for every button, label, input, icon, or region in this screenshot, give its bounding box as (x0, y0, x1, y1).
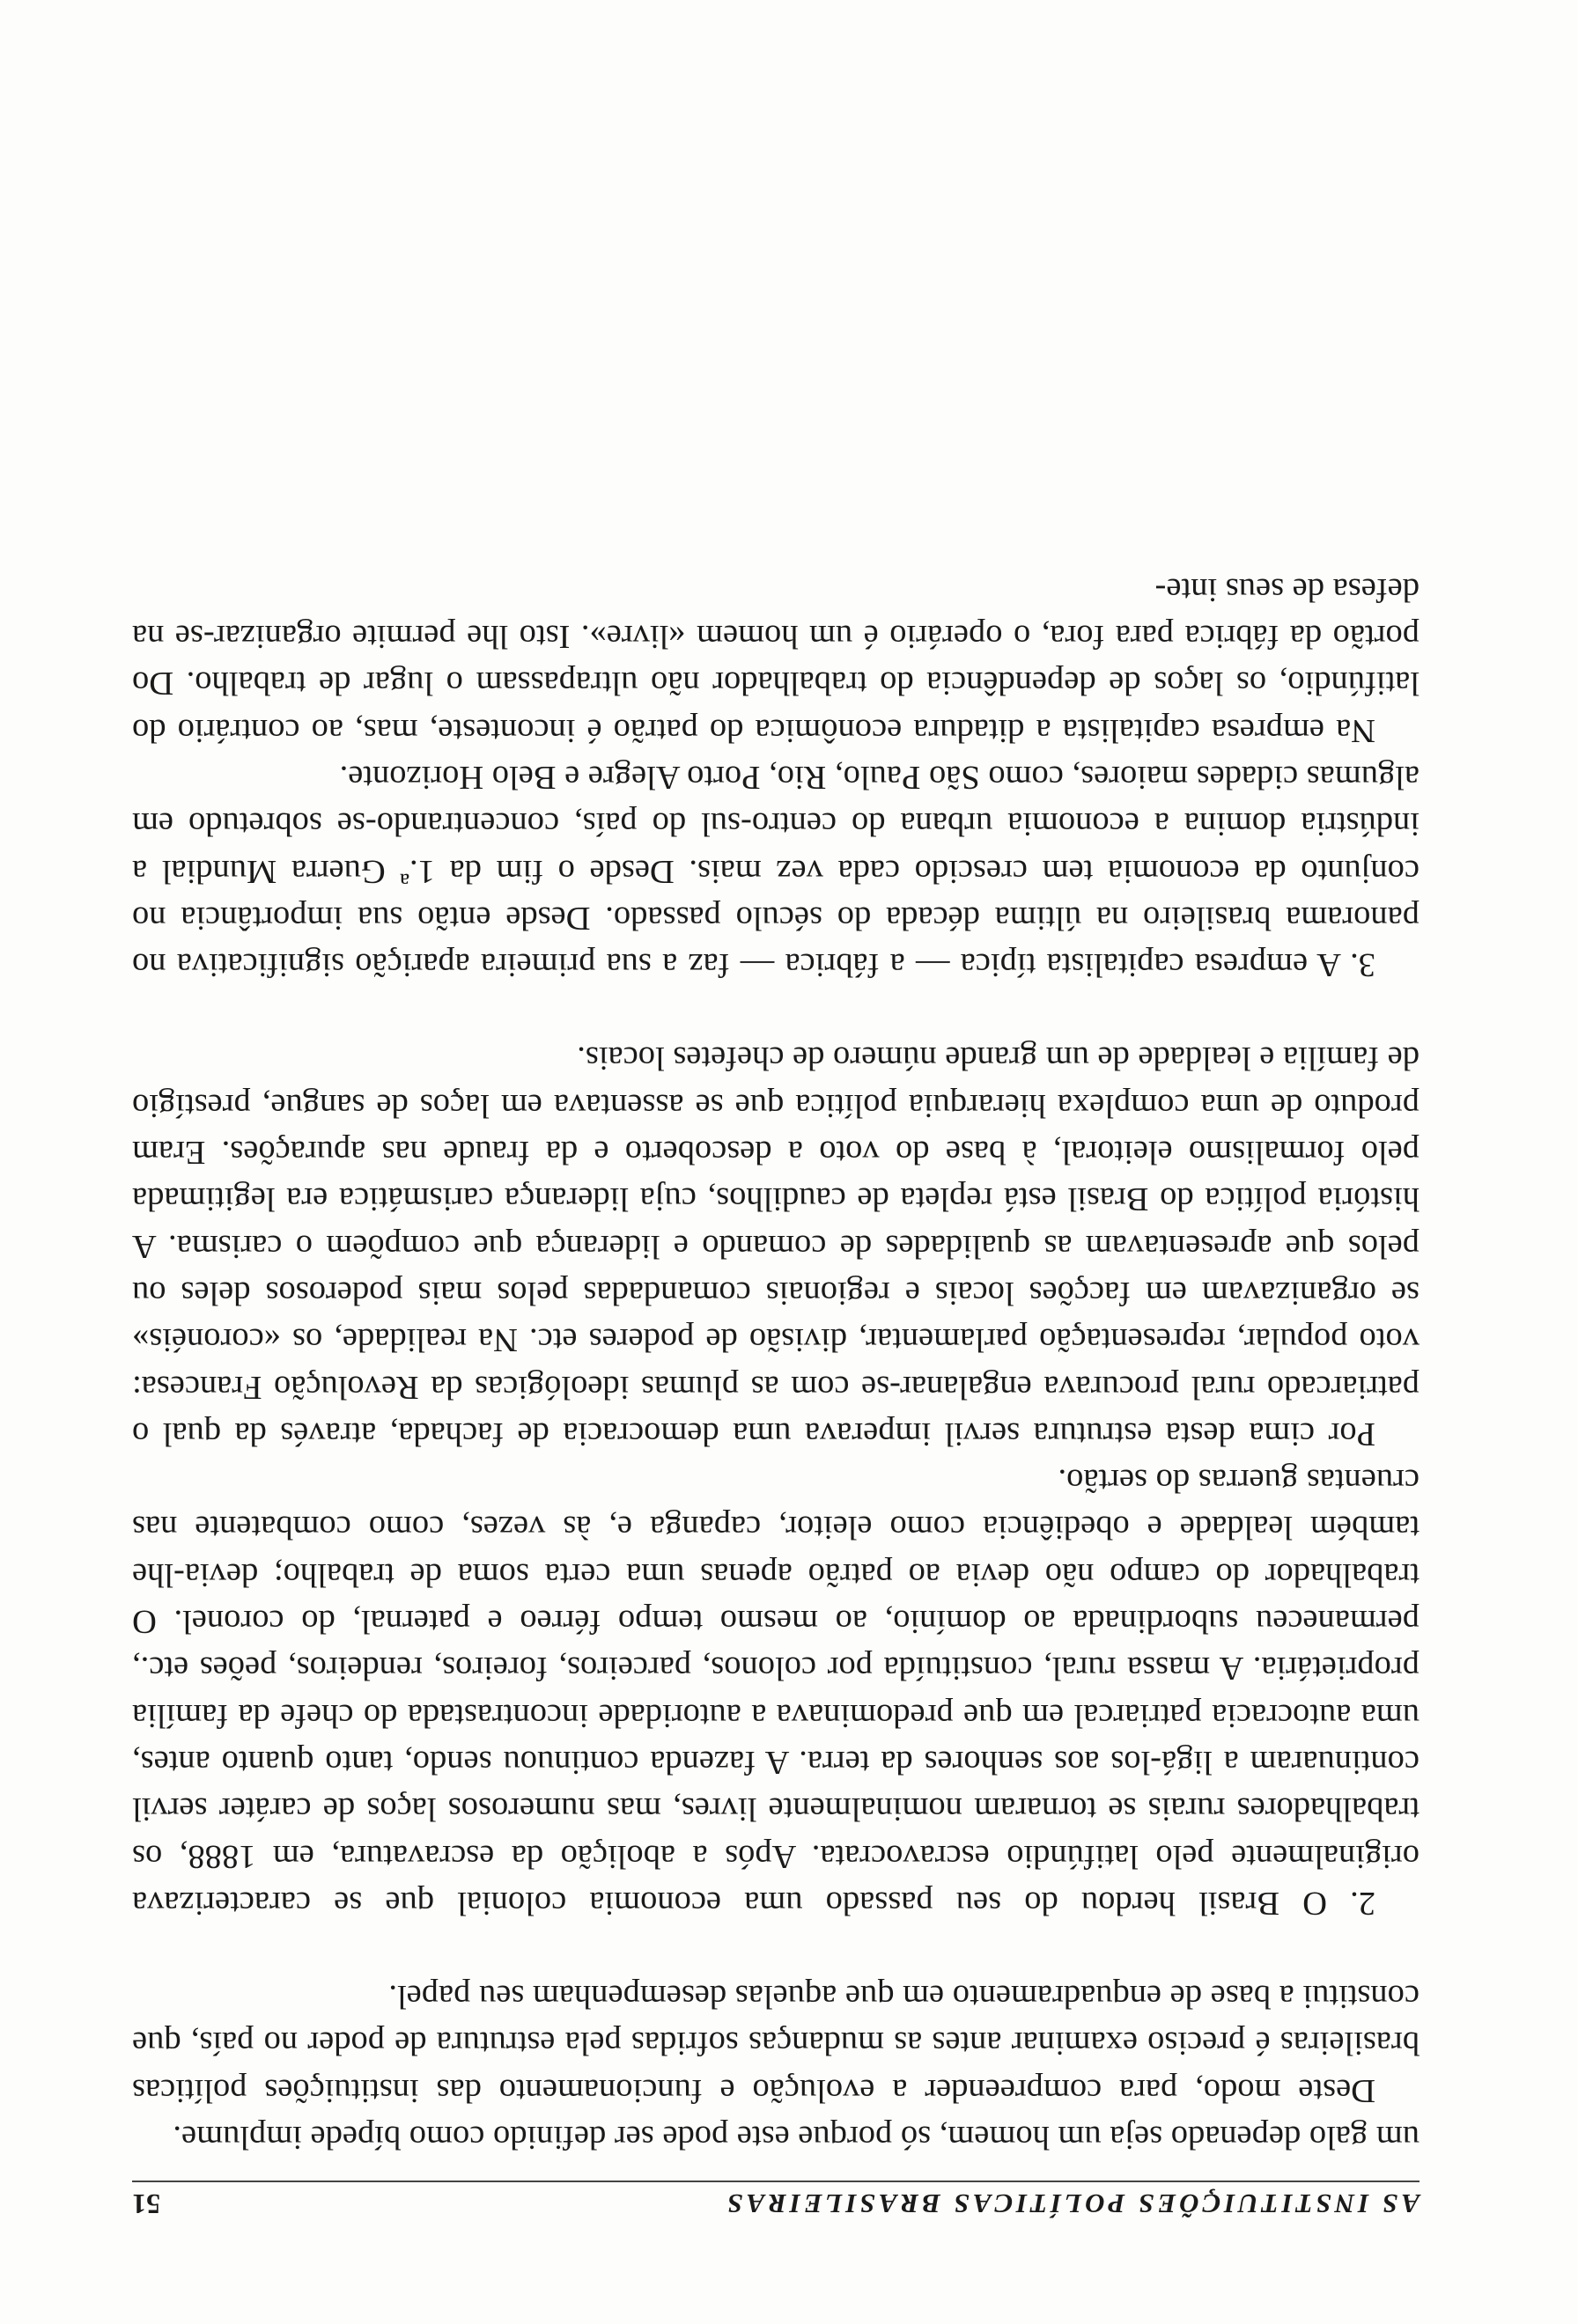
paragraph-por-cima: Por cima desta estrutura servil imperava uma democracia de fachada, através da qual o patriarcado rural procurava engalanar-se com as plumas ideológicas da Revolução Francesa: voto popular, representação parlamentar, divisão de poderes etc. Na realidade, os «coronéis» se organizavam em facções locais e regionais comandadas pelos mais poderosos deles ou pelos que apresentavam as qualidades de comando e liderança que compõem o carisma. A história política do Brasil está repleta de caudilhos, cuja liderança carismática era legitimada pelo formalismo eleitoral, à base do voto a descoberto e da fraude nas apurações. Eram produto de uma complexa hierarquia política que se assentava em laços de sangue, prestígio de família e lealdade de um grande número de chefetes locais. (132, 1040, 1419, 1452)
paragraph-na-empresa: Na empresa capitalista a ditadura econômica do patrão é inconteste, mas, ao contrário do latifúndio, os laços de dependência do trabalhador não ultrapassam o lugar de trabalho. Do portão da fábrica para fora, o operário é um homem «livre». Isto lhe permite organizar-se na defesa de seus inte- (132, 570, 1419, 749)
paragraph-deste-modo: Deste modo, para compreender a evolução e funcionamento das instituições políticas brasileiras é preciso examinar antes as mudanças sofridas pela estrutura de poder no país, que constitui a base de enquadramento em que aquelas desempenham seu papel. (132, 1978, 1419, 2109)
running-title: AS INSTITUIÇÕES POLÍTICAS BRASILEIRAS (724, 2188, 1419, 2219)
running-header (132, 2181, 1419, 2220)
paragraph-section-3: 3. A empresa capitalista típica — a fábrica — faz a sua primeira aparição significativa no panorama brasileiro na última década do século passado. Desde então sua importância no conjunto da economia tem crescido cada vez mais. Desde o fim da 1.ª Guerra Mundial a indústria domina a economia urbana do centro-sul do país, concentrando-se sobretudo em algumas cidades maiores, como São Paulo, Rio, Porto Alegre e Belo Horizonte. (132, 758, 1419, 984)
paragraph-section-2: 2. O Brasil herdou do seu passado uma economia colonial que se caracterizava originalmente pelo latifúndio escravocrata. Após a abolição da escravatura, em 1888, os trabalhadores rurais se tornaram nominalmente livres, mas numerosos laços de caráter servil continuaram a ligá-los aos senhores da terra. A fazenda continuou sendo, tanto quanto antes, uma autocracia patriarcal em que predominava a autoridade incontrastada do chefe da família proprietária. A massa rural, constituída por colonos, parceiros, foreiros, rendeiros, peões etc., permaneceu subordinada ao domínio, ao mesmo tempo férreo e paternal, do coronel. O trabalhador do campo não devia ao patrão apenas uma certa soma de trabalho; devia-lhe também lealdade e obediência como eleitor, capanga e, às vezes, como combatente nas cruentas guerras do sertão. (132, 1462, 1419, 1922)
page-number: 51 (132, 2188, 160, 2220)
paragraph-continuation: um galo depenado seja um homem, só porque este pode ser definido como bípede implume. (173, 2119, 1419, 2156)
body-text (132, 566, 1419, 2161)
